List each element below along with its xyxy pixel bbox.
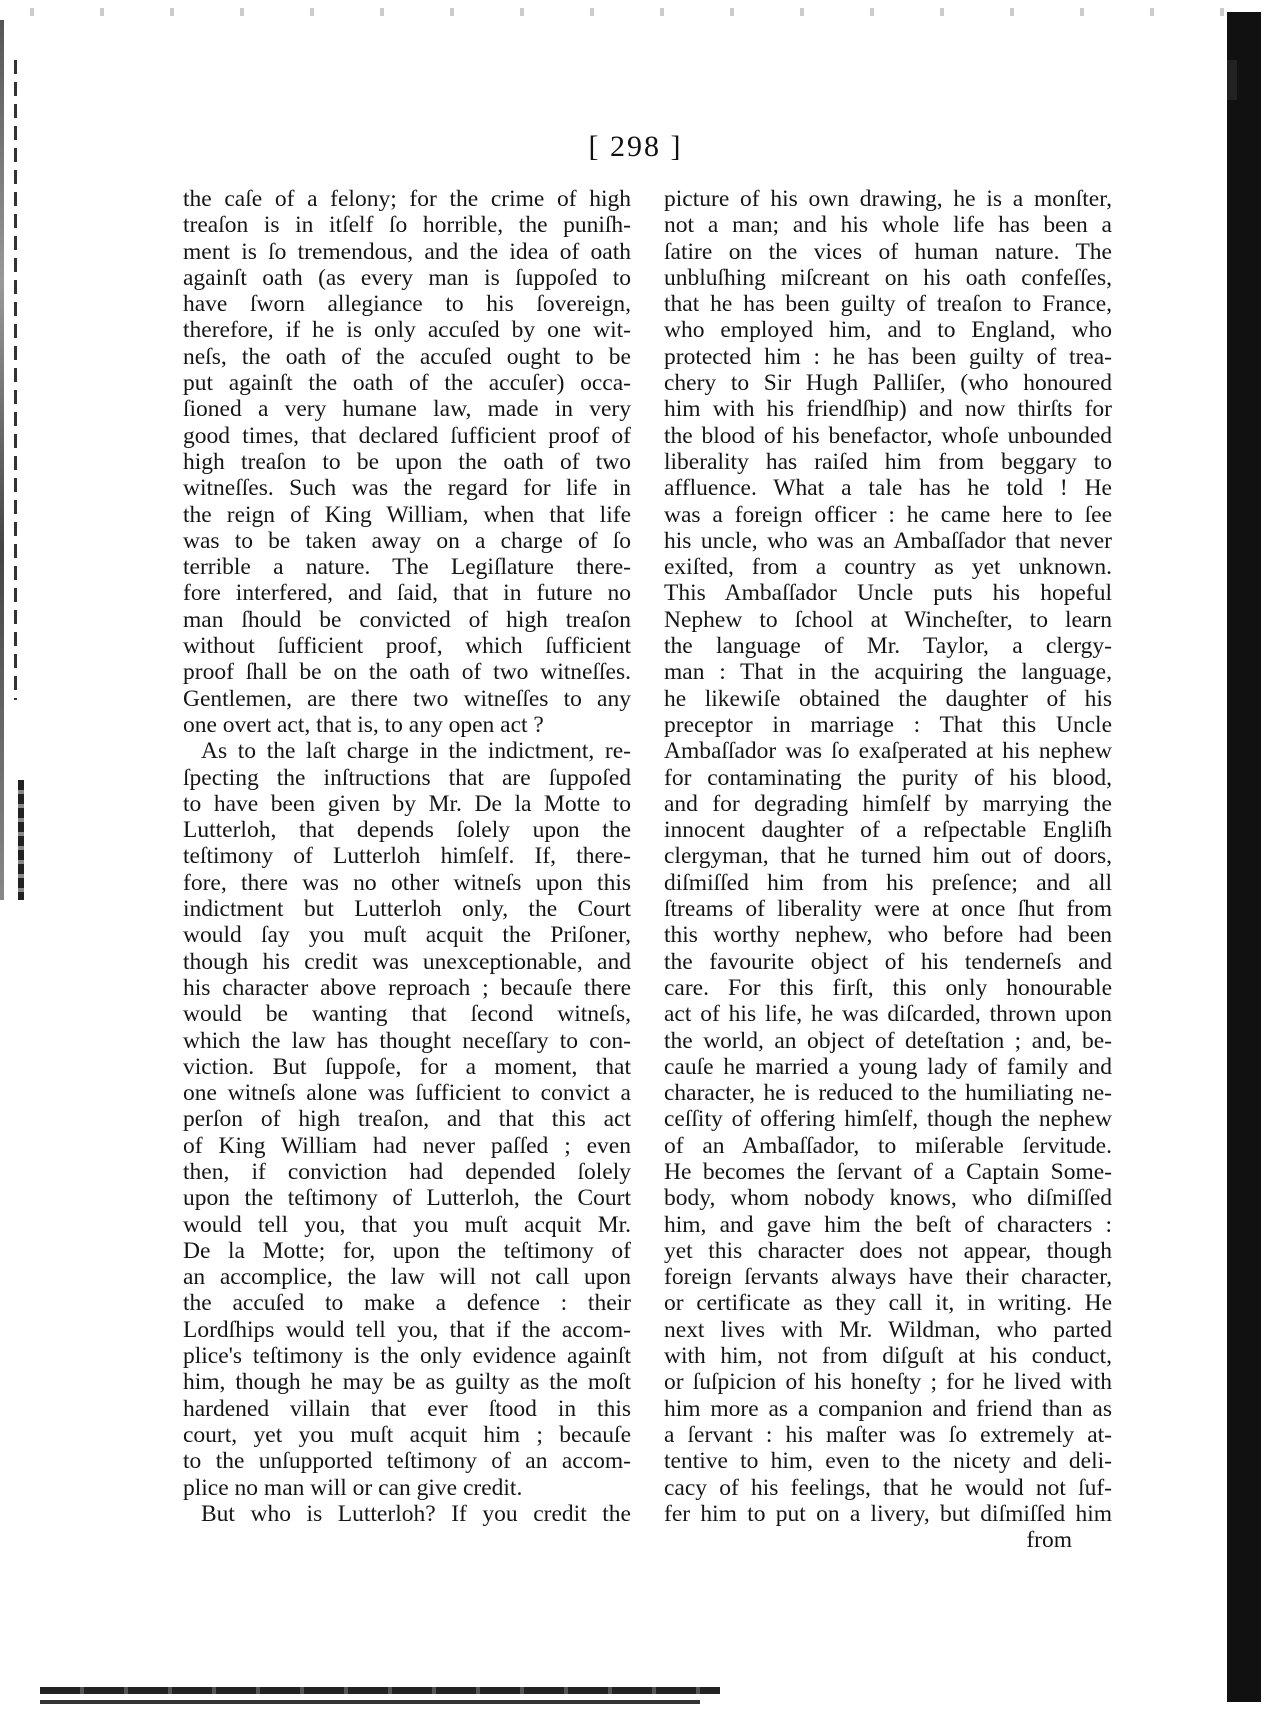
text-line: who employed him, and to England, who — [664, 317, 1112, 344]
text-line: clergyman, that he turned him out of doors, — [664, 843, 1112, 870]
text-line: next lives with Mr. Wildman, who parted — [664, 1316, 1112, 1343]
text-line: would be wanting that ſecond witneſs, — [183, 1001, 631, 1028]
scan-bottom-rule-secondary — [40, 1700, 700, 1704]
text-line: the accuſed to make a defence : their — [183, 1290, 631, 1317]
text-line: fore interfered, and ſaid, that in future no — [183, 580, 631, 607]
text-line: ſatire on the vices of human nature. The — [664, 238, 1112, 265]
scan-edge-right — [1227, 12, 1261, 1702]
text-line: with him, not from diſguſt at his conduct, — [664, 1343, 1112, 1370]
text-line: an accomplice, the law will not call upon — [183, 1264, 631, 1291]
text-line: the reign of King William, when that life — [183, 501, 631, 528]
text-line: body, whom nobody knows, who diſmiſſed — [664, 1185, 1112, 1212]
text-line: neſs, the oath of the accuſed ought to be — [183, 343, 631, 370]
text-line: ceſſity of offering himſelf, though the nephew — [664, 1106, 1112, 1133]
scan-edge-right-notch — [1227, 60, 1237, 100]
text-line: though his credit was unexceptionable, and — [183, 948, 631, 975]
text-line: upon the teſtimony of Lutterloh, the Court — [183, 1185, 631, 1212]
text-line: picture of his own drawing, he is a monſter, — [664, 186, 1112, 212]
text-line: againſt oath (as every man is ſuppoſed to — [183, 264, 631, 291]
text-line: and for degrading himſelf by marrying the — [664, 790, 1112, 817]
scan-edge-left-block — [18, 780, 24, 900]
text-line: him with his friendſhip) and now thirſts for — [664, 396, 1112, 423]
text-line: Nephew to ſchool at Wincheſter, to learn — [664, 606, 1112, 633]
text-line: this worthy nephew, who before had been — [664, 922, 1112, 949]
text-line: diſmiſſed him from his preſence; and all — [664, 869, 1112, 896]
text-line: the blood of his benefactor, whoſe unbounded — [664, 422, 1112, 449]
scan-bottom-rule — [40, 1687, 720, 1694]
text-line: was to be taken away on a charge of ſo — [183, 527, 631, 554]
text-line: act of his life, he was diſcarded, thrown upon — [664, 1001, 1112, 1028]
text-line: protected him : he has been guilty of trea- — [664, 343, 1112, 370]
text-line: treaſon is in itſelf ſo horrible, the puniſh- — [183, 212, 631, 239]
text-line: cauſe he married a young lady of family and — [664, 1053, 1112, 1080]
text-line: This Ambaſſador Uncle puts his hopeful — [664, 580, 1112, 607]
text-line: put againſt the oath of the accuſer) occa- — [183, 370, 631, 397]
text-line: liberality has raiſed him from beggary to — [664, 448, 1112, 475]
text-line: to have been given by Mr. De la Motte to — [183, 790, 631, 817]
text-line: preceptor in marriage : That this Uncle — [664, 711, 1112, 738]
text-line: unbluſhing miſcreant on his oath confeſſes, — [664, 264, 1112, 291]
text-line: a ſervant : his maſter was ſo extremely at- — [664, 1421, 1112, 1448]
text-line: the caſe of a felony; for the crime of high — [183, 186, 631, 212]
text-line: cacy of his feelings, that he would not ſuf- — [664, 1474, 1112, 1501]
text-line: exiſted, from a country as yet unknown. — [664, 554, 1112, 581]
text-line: care. For this firſt, this only honourable — [664, 974, 1112, 1001]
text-line: ſpecting the inſtructions that are ſuppoſed — [183, 764, 631, 791]
text-line: Gentlemen, are there two witneſſes to any — [183, 685, 631, 712]
text-line: foreign ſervants always have their character, — [664, 1264, 1112, 1291]
text-line: he likewiſe obtained the daughter of his — [664, 685, 1112, 712]
text-line: the world, an object of deteſtation ; and, be- — [664, 1027, 1112, 1054]
text-line: fer him to put on a livery, but diſmiſſed him — [664, 1500, 1112, 1527]
text-line: Lutterloh, that depends ſolely upon the — [183, 817, 631, 844]
text-line: plice's teſtimony is the only evidence againſt — [183, 1343, 631, 1370]
text-line: one witneſs alone was ſufficient to convict a — [183, 1080, 631, 1107]
text-line: high treaſon to be upon the oath of two — [183, 448, 631, 475]
text-line: without ſufficient proof, which ſufficient — [183, 633, 631, 660]
text-line: man ſhould be convicted of high treaſon — [183, 606, 631, 633]
text-line: ment is ſo tremendous, and the idea of oath — [183, 238, 631, 265]
text-line: him, and gave him the beſt of characters : — [664, 1211, 1112, 1238]
text-line: good times, that declared ſufficient proof of — [183, 422, 631, 449]
text-line: yet this character does not appear, though — [664, 1237, 1112, 1264]
text-line: terrible a nature. The Legiſlature there- — [183, 554, 631, 581]
text-line: chery to Sir Hugh Palliſer, (who honoured — [664, 370, 1112, 397]
text-line: of an Ambaſſador, to miſerable ſervitude. — [664, 1132, 1112, 1159]
catchword: from — [1026, 1527, 1072, 1554]
text-line: court, yet you muſt acquit him ; becauſe — [183, 1421, 631, 1448]
text-line: which the law has thought neceſſary to con- — [183, 1027, 631, 1054]
text-line: man : That in the acquiring the language, — [664, 659, 1112, 686]
text-line: the language of Mr. Taylor, a clergy- — [664, 633, 1112, 660]
text-line: plice no man will or can give credit. — [183, 1474, 523, 1501]
text-line: ſtreams of liberality were at once ſhut from — [664, 896, 1112, 923]
text-line: De la Motte; for, upon the teſtimony of — [183, 1237, 631, 1264]
text-line: innocent daughter of a reſpectable Engliſh — [664, 817, 1112, 844]
text-line: Lordſhips would tell you, that if the accom- — [183, 1316, 631, 1343]
text-line: one overt act, that is, to any open act ? — [183, 711, 544, 738]
text-line: proof ſhall be on the oath of two witneſſes. — [183, 659, 631, 686]
text-line: ſioned a very humane law, made in very — [183, 396, 631, 423]
text-line: him more as a companion and friend than as — [664, 1395, 1112, 1422]
text-line: not a man; and his whole life has been a — [664, 212, 1112, 239]
text-line: or certificate as they call it, in writing. He — [664, 1290, 1112, 1317]
text-line: tentive to him, even to the nicety and deli- — [664, 1448, 1112, 1475]
scan-noise-top — [0, 8, 1271, 16]
text-line: But who is Lutterloh? If you credit the — [201, 1500, 631, 1527]
text-line: affluence. What a tale has he told ! He — [664, 475, 1112, 502]
text-line: then, if conviction had depended ſolely — [183, 1158, 631, 1185]
left-column — [183, 186, 631, 1527]
text-line: or ſuſpicion of his honeſty ; for he lived with — [664, 1369, 1112, 1396]
text-line: As to the laſt charge in the indictment, re- — [201, 738, 631, 765]
text-line: his character above reproach ; becauſe there — [183, 974, 631, 1001]
text-line: for contaminating the purity of his blood, — [664, 764, 1112, 791]
text-line: have ſworn allegiance to his ſovereign, — [183, 291, 631, 318]
text-line: teſtimony of Lutterloh himſelf. If, there- — [183, 843, 631, 870]
text-line: was a foreign officer : he came here to ſee — [664, 501, 1112, 528]
text-line: would tell you, that you muſt acquit Mr. — [183, 1211, 631, 1238]
text-line: him, though he may be as guilty as the moſt — [183, 1369, 631, 1396]
text-line: witneſſes. Such was the regard for life in — [183, 475, 631, 502]
page-number: [ 298 ] — [588, 130, 683, 163]
text-line: that he has been guilty of treaſon to France, — [664, 291, 1112, 318]
right-column — [664, 186, 1112, 1553]
text-line: Ambaſſador was ſo exaſperated at his nephew — [664, 738, 1112, 765]
text-line: to the unſupported teſtimony of an accom- — [183, 1448, 631, 1475]
text-line: therefore, if he is only accuſed by one wit- — [183, 317, 631, 344]
text-line: viction. But ſuppoſe, for a moment, that — [183, 1053, 631, 1080]
text-line: of King William had never paſſed ; even — [183, 1132, 631, 1159]
text-line: character, he is reduced to the humiliating ne- — [664, 1080, 1112, 1107]
text-line: the favourite object of his tenderneſs and — [664, 948, 1112, 975]
text-line: indictment but Lutterloh only, the Court — [183, 896, 631, 923]
text-line: his uncle, who was an Ambaſſador that never — [664, 527, 1112, 554]
text-line: He becomes the ſervant of a Captain Some- — [664, 1158, 1112, 1185]
text-line: perſon of high treaſon, and that this act — [183, 1106, 631, 1133]
text-line: fore, there was no other witneſs upon this — [183, 869, 631, 896]
text-line: would ſay you muſt acquit the Priſoner, — [183, 922, 631, 949]
text-line: hardened villain that ever ſtood in this — [183, 1395, 631, 1422]
